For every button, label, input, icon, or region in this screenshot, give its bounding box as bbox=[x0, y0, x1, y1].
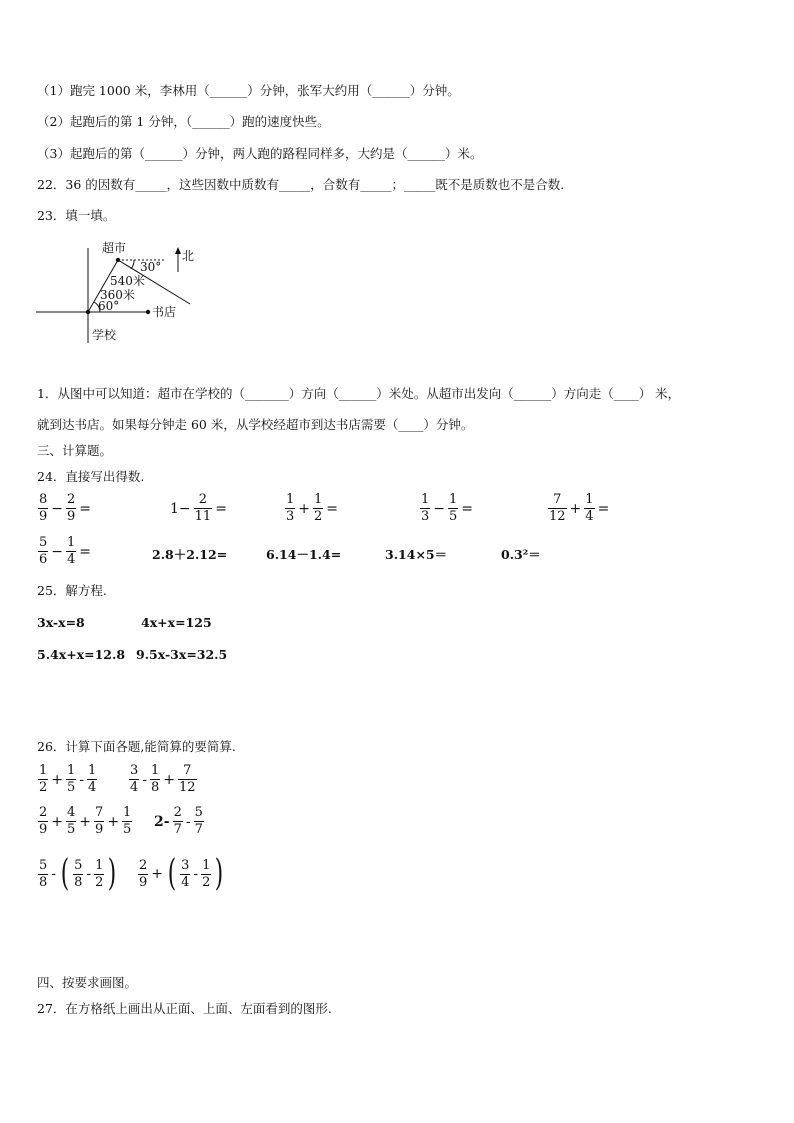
supermarket-label: 超市 bbox=[102, 241, 127, 255]
question-23-title: 23．填一填。 bbox=[37, 208, 116, 223]
question-22: 22．36 的因数有_____，这些因数中质数有_____，合数有_____；_____既不是质数也不是合数. bbox=[37, 177, 565, 192]
q26-expr-1: $\frac{1}{2}$ + $\frac{1}{5}$ - $\frac{1}{4}$ bbox=[39, 763, 97, 795]
angle-30-label: 30° bbox=[140, 260, 162, 274]
north-label: 北 bbox=[182, 249, 195, 263]
right-paren: ) bbox=[215, 853, 224, 894]
q24-expr-9: 3.14×5＝ bbox=[385, 547, 448, 562]
school-point bbox=[86, 310, 90, 314]
map-diagram bbox=[30, 238, 220, 348]
question-27: 27．在方格纸上画出从正面、上面、左面看到的图形. bbox=[37, 1001, 332, 1016]
distance-540-label: 540米 bbox=[110, 274, 145, 288]
q26-expr-4: 2- $\frac{2}{7}$ - $\frac{5}{7}$ bbox=[154, 805, 203, 837]
q24-expr-4: $\frac{1}{3}$ − $\frac{1}{5}$ = bbox=[421, 492, 474, 524]
distance-360-label: 360米 bbox=[100, 288, 135, 302]
supermarket-point bbox=[116, 258, 120, 262]
question-26-title: 26．计算下面各题,能简算的要简算. bbox=[37, 739, 236, 754]
bookstore-point bbox=[146, 310, 150, 314]
section-4-heading: 四、按要求画图。 bbox=[37, 975, 138, 990]
section-3-heading: 三、计算题。 bbox=[37, 443, 113, 458]
left-paren: ( bbox=[60, 853, 70, 894]
q26-expr-2: $\frac{3}{4}$ - $\frac{1}{8}$ + $\frac{7}{12}$ bbox=[130, 763, 196, 795]
angle-60-label: 60° bbox=[98, 299, 120, 313]
question-23-part1-line1: 1．从图中可以知道：超市在学校的（_______）方向（______）米处。从超市出发向（______）方向走（____） 米， bbox=[37, 386, 681, 401]
north-arrow-head bbox=[175, 247, 181, 254]
question-line-q3: （3）起跑后的第（______）分钟，两人跑的路程同样多，大约是（______）米。 bbox=[37, 146, 483, 161]
question-24-title: 24．直接写出得数. bbox=[37, 469, 145, 484]
question-23-part1-line2: 就到达书店。如果每分钟走 60 米，从学校经超市到达书店需要（____）分钟。 bbox=[37, 417, 474, 432]
q24-expr-1: $\frac{8}{9}$ − $\frac{2}{9}$ = bbox=[39, 492, 92, 524]
q26-expr-5: $\frac{5}{8}$ - ( $\frac{5}{8}$ - $\frac{1}{2}$ ) bbox=[39, 853, 117, 894]
question-25-title: 25．解方程. bbox=[37, 583, 107, 598]
q24-expr-7: 2.8＋2.12= bbox=[152, 547, 228, 562]
q24-expr-8: 6.14－1.4= bbox=[266, 547, 342, 562]
q25-eq-1: 3x-x=8 bbox=[37, 615, 85, 630]
q24-expr-6: $\frac{5}{6}$ − $\frac{1}{4}$ = bbox=[39, 535, 92, 567]
q26-expr-6: $\frac{2}{9}$ + ( $\frac{3}{4}$ - $\frac{1}{2}$ ) bbox=[139, 853, 224, 894]
left-paren: ( bbox=[167, 853, 177, 894]
q24-expr-3: $\frac{1}{3}$ + $\frac{1}{2}$ = bbox=[286, 492, 339, 524]
q25-eq-3: 5.4x+x=12.8 bbox=[37, 647, 126, 662]
q24-expr-10: 0.3²＝ bbox=[501, 547, 541, 562]
question-line-q2: （2）起跑后的第 1 分钟，（______）跑的速度快些。 bbox=[37, 114, 330, 129]
q25-eq-2: 4x+x=125 bbox=[141, 615, 212, 630]
school-label: 学校 bbox=[92, 328, 117, 342]
q24-expr-2: 1− $\frac{2}{11}$ = bbox=[170, 492, 227, 524]
q25-eq-4: 9.5x-3x=32.5 bbox=[136, 647, 228, 662]
bookstore-label: 书店 bbox=[152, 305, 177, 319]
question-line-q1: （1）跑完 1000 米，李林用（______）分钟，张军大约用（______）分钟。 bbox=[37, 83, 460, 98]
angle-30-arc bbox=[131, 260, 134, 269]
q26-expr-3: $\frac{2}{9}$ + $\frac{4}{5}$ + $\frac{7}{9}$ + $\frac{1}{5}$ bbox=[39, 805, 132, 837]
right-paren: ) bbox=[108, 853, 117, 894]
q24-expr-5: $\frac{7}{12}$ + $\frac{1}{4}$ = bbox=[549, 492, 610, 524]
